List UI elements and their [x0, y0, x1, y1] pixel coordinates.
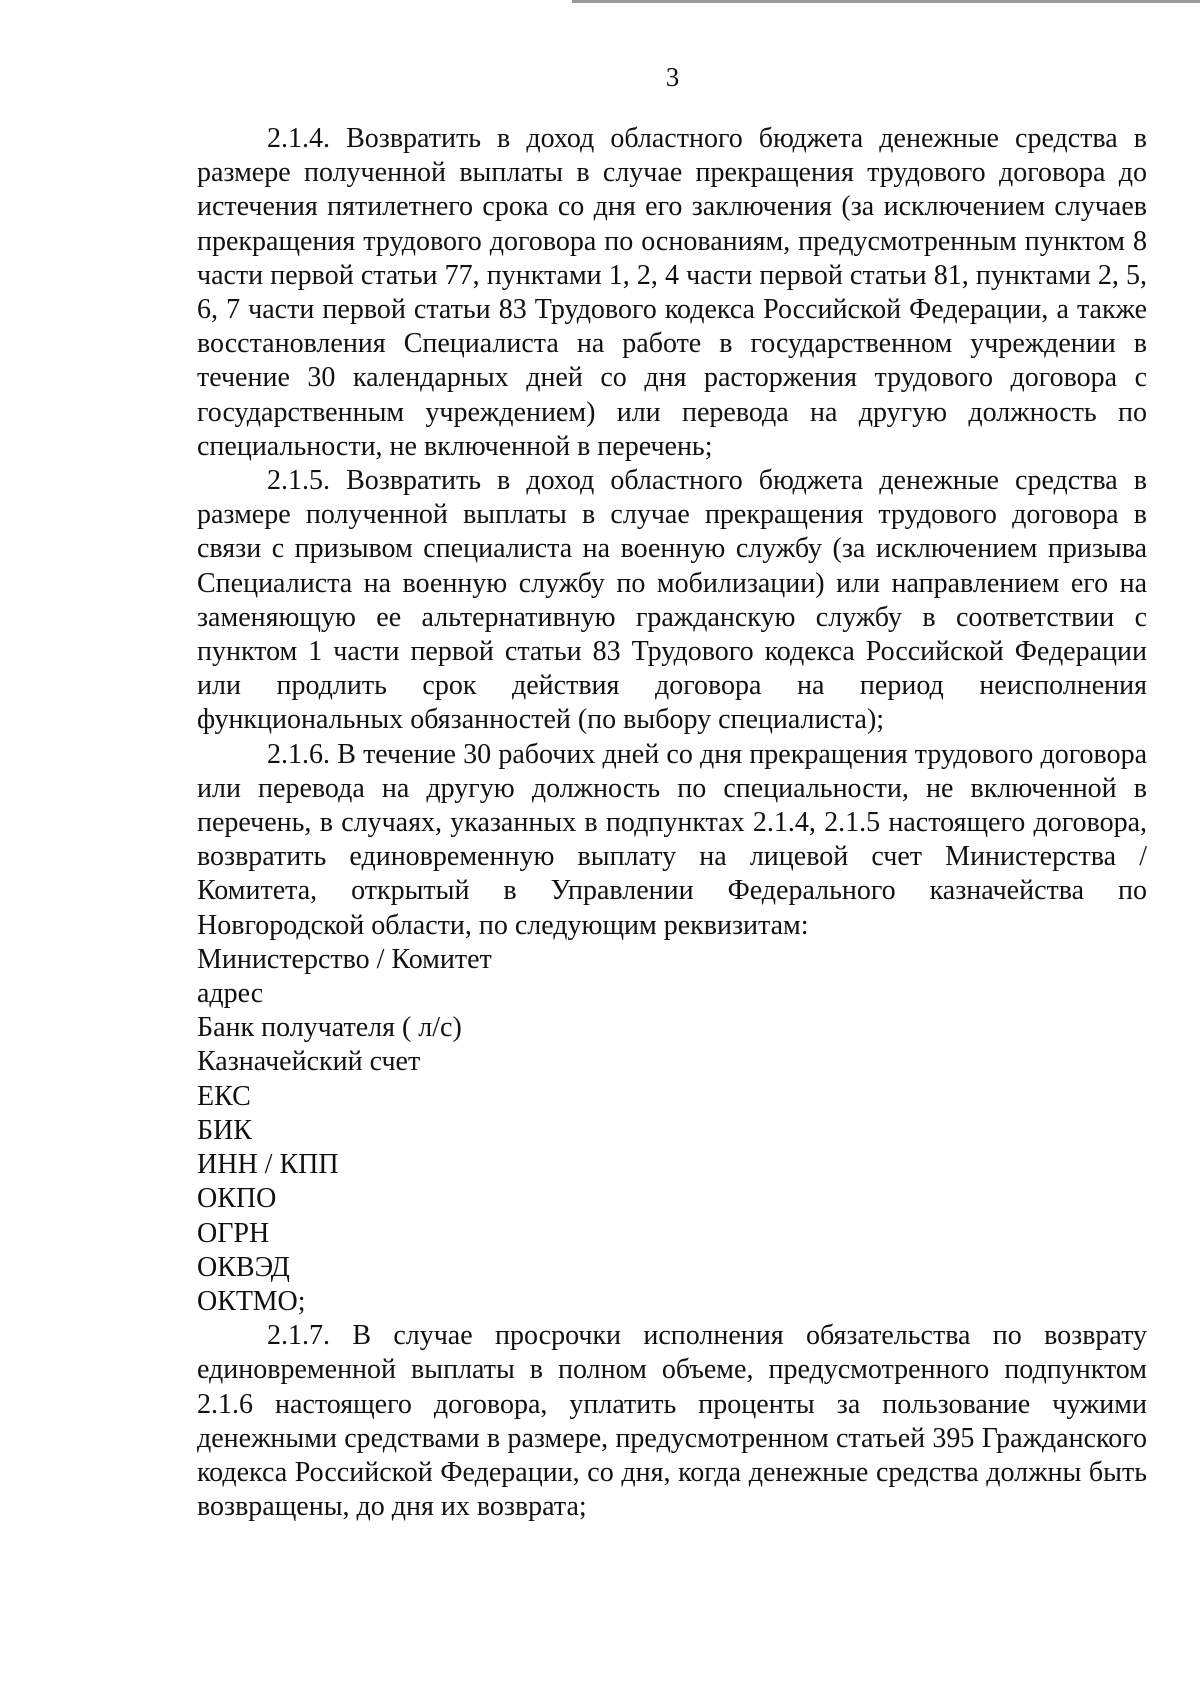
requisites-list: [197, 943, 1147, 1319]
requisite-bik: БИК: [197, 1114, 252, 1146]
page-number: 3: [665, 62, 680, 92]
scan-edge-line: [572, 0, 1200, 3]
requisite-address: адрес: [197, 978, 264, 1010]
document-body: [197, 122, 1147, 1524]
requisite-oktmo: ОКТМО;: [197, 1285, 306, 1317]
requisite-inn-kpp: ИНН / КПП: [197, 1149, 339, 1181]
requisite-bank: Банк получателя ( л/с): [197, 1012, 462, 1044]
requisite-ogrn: ОГРН: [197, 1217, 270, 1249]
clause-2-1-4: 2.1.4. Возвратить в доход областного бюджета денежные средства в размере полученной выплаты в случае прекращения трудового договора до истечения пятилетнего срока со дня его заключения (за исключением случаев прекращения трудового договора по основаниям, предусмотренным пунктом 8 части первой статьи 77, пунктами 1, 2, 4 части первой статьи 81, пунктами 2, 5, 6, 7 части первой статьи 83 Трудового кодекса Российской Федерации, а также восстановления Специалиста на работе в государственном учреждении в течение 30 календарных дней со дня расторжения трудового договора с государственным учреждением) или перевода на другую должность по специальности, не включенной в перечень;: [197, 123, 1147, 462]
requisite-okpo: ОКПО: [197, 1183, 277, 1215]
clause-2-1-5: 2.1.5. Возвратить в доход областного бюджета денежные средства в размере полученной выплаты в случае прекращения трудового договора в связи с призывом специалиста на военную службу (за исключением призыва Специалиста на военную службу по мобилизации) или направлением его на заменяющую ее альтернативную гражданскую службу в соответствии с пунктом 1 части первой статьи 83 Трудового кодекса Российской Федерации или продлить срок действия договора на период неисполнения функциональных обязанностей (по выбору специалиста);: [197, 465, 1147, 736]
clause-2-1-6: 2.1.6. В течение 30 рабочих дней со дня прекращения трудового договора или перевода на другую должность по специальности, не включенной в перечень, в случаях, указанных в подпунктах 2.1.4, 2.1.5 настоящего договора, возвратить единовременную выплату на лицевой счет Министерства / Комитета, открытый в Управлении Федерального казначейства по Новгородской области, по следующим реквизитам:: [197, 738, 1147, 941]
requisite-ministry: Министерство / Комитет: [197, 943, 492, 975]
requisite-okved: ОКВЭД: [197, 1251, 290, 1283]
requisite-treasury-account: Казначейский счет: [197, 1046, 421, 1078]
requisite-eks: ЕКС: [197, 1080, 251, 1112]
clause-2-1-7: 2.1.7. В случае просрочки исполнения обязательства по возврату единовременной выплаты в полном объеме, предусмотренного подпунктом 2.1.6 настоящего договора, уплатить проценты за пользование чужими денежными средствами в размере, предусмотренном статьей 395 Гражданского кодекса Российской Федерации, со дня, когда денежные средства должны быть возвращены, до дня их возврата;: [197, 1320, 1147, 1523]
